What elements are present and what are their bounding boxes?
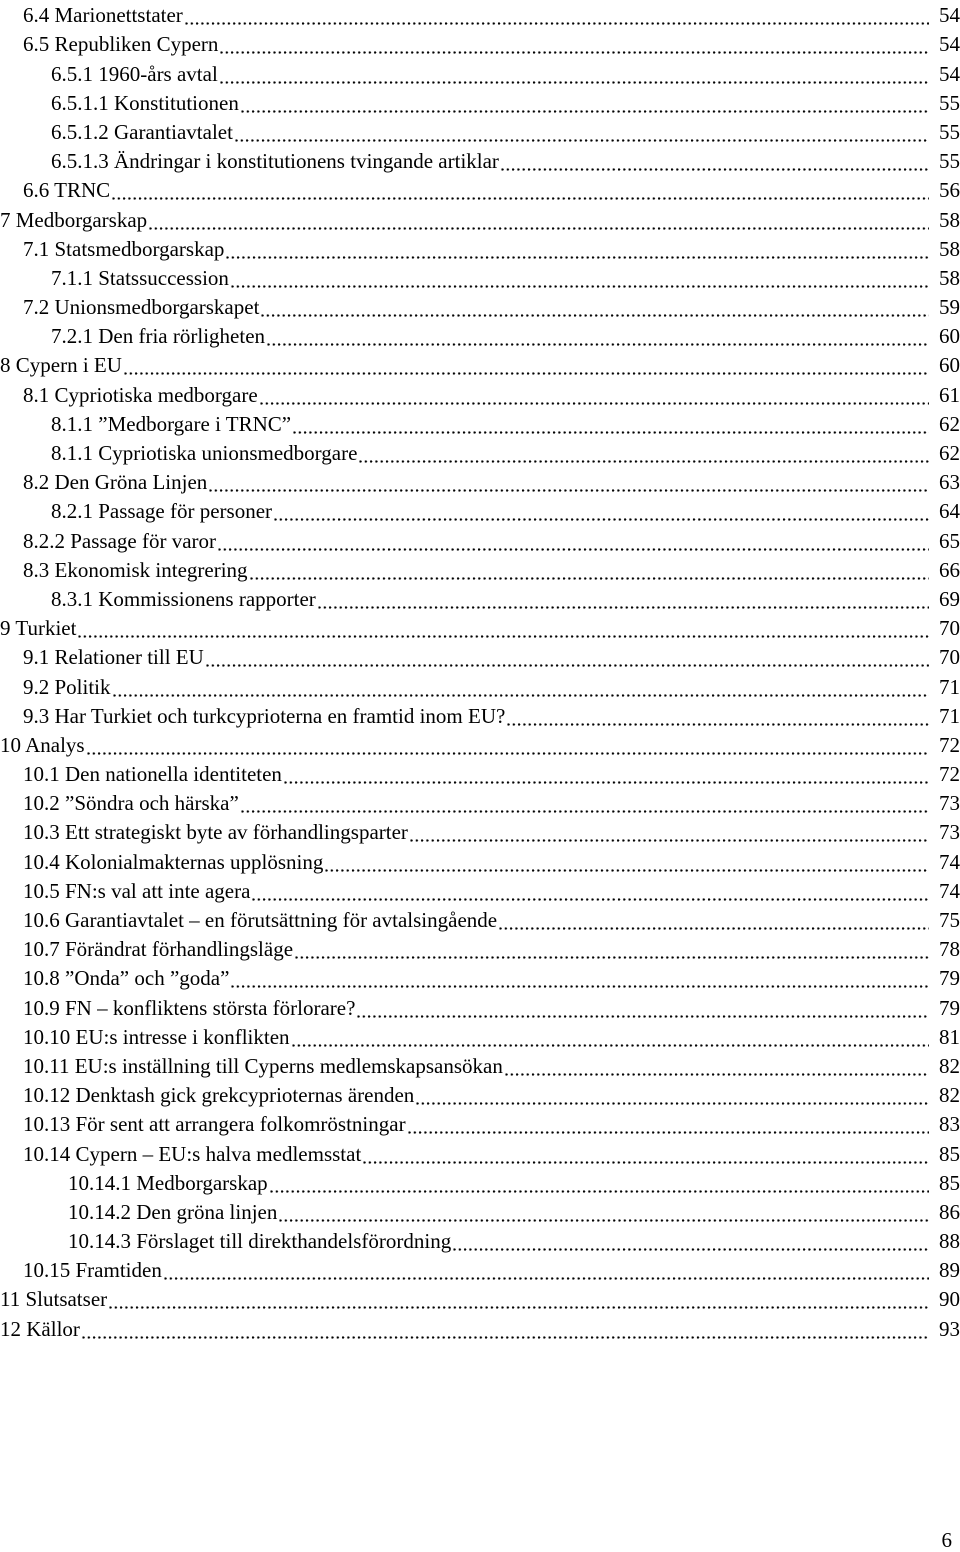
toc-entry[interactable] xyxy=(0,1022,960,1051)
toc-dot-leader xyxy=(501,153,929,171)
toc-dot-leader xyxy=(505,1058,929,1076)
toc-dot-leader xyxy=(270,1175,929,1193)
toc-entry[interactable] xyxy=(0,438,960,467)
toc-dot-leader xyxy=(410,824,929,842)
toc-entry-page: 79 xyxy=(939,995,960,1020)
toc-entry-page: 82 xyxy=(939,1083,960,1108)
toc-entry[interactable] xyxy=(0,730,960,759)
toc-entry[interactable] xyxy=(0,525,960,554)
toc-dot-leader xyxy=(274,503,929,521)
toc-dot-leader xyxy=(293,416,929,434)
toc-entry[interactable] xyxy=(0,379,960,408)
toc-entry-page: 56 xyxy=(939,178,960,203)
toc-entry-title: 7 Medborgarskap xyxy=(0,207,148,232)
toc-entry-page: 60 xyxy=(939,324,960,349)
toc-entry[interactable] xyxy=(0,1080,960,1109)
toc-entry[interactable] xyxy=(0,1313,960,1342)
toc-entry-title: 10.7 Förändrat förhandlingsläge xyxy=(23,937,294,962)
toc-entry-page: 55 xyxy=(939,149,960,174)
toc-entry-title: 12 Källor xyxy=(0,1316,80,1341)
toc-entry-page: 83 xyxy=(939,1112,960,1137)
toc-dot-leader xyxy=(149,212,929,230)
toc-entry[interactable] xyxy=(0,671,960,700)
toc-entry-title: 10.4 Kolonialmakternas upplösning xyxy=(23,849,324,874)
toc-dot-leader xyxy=(87,737,929,755)
toc-entry-title: 6.4 Marionettstater xyxy=(23,3,183,28)
toc-entry-page: 86 xyxy=(939,1199,960,1224)
toc-dot-leader xyxy=(164,1262,929,1280)
toc-entry-page: 70 xyxy=(939,645,960,670)
toc-dot-leader xyxy=(231,970,929,988)
toc-entry-page: 85 xyxy=(939,1170,960,1195)
toc-entry-title: 7.1 Statsmedborgarskap xyxy=(23,236,225,261)
toc-entry-title: 8.3.1 Kommissionens rapporter xyxy=(51,586,316,611)
toc-entry[interactable] xyxy=(0,759,960,788)
toc-entry-page: 59 xyxy=(939,295,960,320)
toc-dot-leader xyxy=(218,533,929,551)
toc-entry[interactable] xyxy=(0,876,960,905)
toc-entry-page: 54 xyxy=(939,61,960,86)
toc-entry-title: 9.1 Relationer till EU xyxy=(23,645,204,670)
toc-entry-title: 10.9 FN – konfliktens största förlorare? xyxy=(23,995,356,1020)
toc-entry-title: 8.2.2 Passage för varor xyxy=(23,528,217,553)
toc-dot-leader xyxy=(292,1029,929,1047)
toc-dot-leader xyxy=(416,1087,929,1105)
toc-entry-title: 8.3 Ekonomisk integrering xyxy=(23,557,248,582)
toc-entry-title: 10.1 Den nationella identiteten xyxy=(23,762,282,787)
toc-entry-page: 71 xyxy=(939,703,960,728)
toc-entry-title: 8.1.1 ”Medborgare i TRNC” xyxy=(51,411,292,436)
toc-entry-page: 55 xyxy=(939,90,960,115)
toc-entry-page: 81 xyxy=(939,1024,960,1049)
toc-dot-leader xyxy=(499,912,929,930)
toc-entry-title: 8 Cypern i EU xyxy=(0,353,122,378)
toc-entry-page: 58 xyxy=(939,236,960,261)
toc-entry-page: 78 xyxy=(939,937,960,962)
toc-dot-leader xyxy=(241,95,929,113)
toc-dot-leader xyxy=(507,708,929,726)
toc-entry-title: 10.14.3 Förslaget till direkthandelsförordning xyxy=(68,1229,452,1254)
toc-entry-title: 10.11 EU:s inställning till Cyperns medlemskapsansökan xyxy=(23,1053,503,1078)
toc-dot-leader xyxy=(295,941,929,959)
toc-entry-page: 54 xyxy=(939,32,960,57)
toc-entry[interactable] xyxy=(0,846,960,875)
toc-entry-page: 70 xyxy=(939,616,960,641)
toc-dot-leader xyxy=(453,1233,929,1251)
toc-entry-title: 8.2.1 Passage för personer xyxy=(51,499,273,524)
toc-entry-page: 85 xyxy=(939,1141,960,1166)
toc-entry-title: 8.1 Cypriotiska medborgare xyxy=(23,382,258,407)
toc-entry-title: 6.6 TRNC xyxy=(23,178,111,203)
toc-entry-page: 72 xyxy=(939,732,960,757)
toc-entry-title: 10.14.1 Medborgarskap xyxy=(68,1170,268,1195)
toc-dot-leader xyxy=(185,7,929,25)
toc-entry-page: 66 xyxy=(939,557,960,582)
toc-entry-page: 69 xyxy=(939,586,960,611)
toc-entry-page: 62 xyxy=(939,441,960,465)
toc-entry[interactable] xyxy=(0,146,960,175)
toc-entry-title: 10 Analys xyxy=(0,732,85,757)
toc-dot-leader xyxy=(318,591,929,609)
toc-dot-leader xyxy=(113,679,929,697)
toc-entry-title: 10.2 ”Söndra och härska” xyxy=(23,791,239,816)
toc-entry[interactable] xyxy=(0,1284,960,1313)
toc-entry[interactable] xyxy=(0,642,960,671)
toc-entry-title: 9.3 Har Turkiet och turkcyprioterna en framtid inom EU? xyxy=(23,703,506,728)
toc-entry-title: 8.1.1 Cypriotiska unionsmedborgare xyxy=(51,441,358,465)
toc-entry[interactable] xyxy=(0,88,960,117)
toc-entry-page: 74 xyxy=(939,849,960,874)
toc-dot-leader xyxy=(261,299,929,317)
toc-dot-leader xyxy=(363,1146,929,1164)
toc-entry-title: 10.14.2 Den gröna linjen xyxy=(68,1199,278,1224)
toc-entry-page: 54 xyxy=(939,3,960,28)
toc-entry-page: 64 xyxy=(939,499,960,524)
toc-entry[interactable] xyxy=(0,905,960,934)
toc-entry-title: 8.2 Den Gröna Linjen xyxy=(23,470,208,495)
toc-entry[interactable] xyxy=(0,555,960,584)
toc-entry[interactable] xyxy=(0,234,960,263)
toc-dot-leader xyxy=(279,1204,929,1222)
toc-entry-title: 10.10 EU:s intresse i konflikten xyxy=(23,1024,290,1049)
toc-entry[interactable] xyxy=(0,117,960,146)
toc-entry[interactable] xyxy=(0,788,960,817)
toc-entry[interactable] xyxy=(0,963,960,992)
toc-dot-leader xyxy=(408,1116,929,1134)
toc-dot-leader xyxy=(252,883,929,901)
toc-entry-page: 73 xyxy=(939,791,960,816)
toc-entry[interactable] xyxy=(0,175,960,204)
toc-dot-leader xyxy=(250,562,929,580)
toc-entry[interactable] xyxy=(0,1138,960,1167)
toc-entry-title: 6.5.1.3 Ändringar i konstitutionens tvingande artiklar xyxy=(51,149,499,174)
toc-entry-page: 73 xyxy=(939,820,960,845)
toc-dot-leader xyxy=(226,241,929,259)
toc-entry[interactable] xyxy=(0,817,960,846)
toc-entry-page: 60 xyxy=(939,353,960,378)
toc-dot-leader xyxy=(82,1321,929,1339)
toc-entry-page: 88 xyxy=(939,1229,960,1254)
toc-entry[interactable] xyxy=(0,321,960,350)
toc-entry[interactable] xyxy=(0,1226,960,1255)
toc-entry-page: 58 xyxy=(939,265,960,290)
toc-entry-title: 10.15 Framtiden xyxy=(23,1258,162,1283)
toc-entry[interactable] xyxy=(0,58,960,87)
toc-entry[interactable] xyxy=(0,992,960,1021)
page-number: 6 xyxy=(941,1528,952,1552)
toc-dot-leader xyxy=(359,445,929,463)
toc-entry[interactable] xyxy=(0,292,960,321)
toc-entry-page: 71 xyxy=(939,674,960,699)
toc-entry[interactable] xyxy=(0,701,960,730)
toc-entry[interactable] xyxy=(0,350,960,379)
toc-entry-title: 10.5 FN:s val att inte agera xyxy=(23,878,251,903)
toc-entry[interactable] xyxy=(0,1168,960,1197)
toc-dot-leader xyxy=(220,66,929,84)
toc-entry[interactable] xyxy=(0,613,960,642)
toc-dot-leader xyxy=(109,1291,929,1309)
toc-entry-page: 75 xyxy=(939,908,960,932)
toc-entry[interactable] xyxy=(0,496,960,525)
toc-entry-page: 82 xyxy=(939,1053,960,1078)
toc-entry-title: 6.5 Republiken Cypern xyxy=(23,32,219,57)
toc-entry-title: 10.13 För sent att arrangera folkomröstningar xyxy=(23,1112,406,1137)
toc-entry-page: 58 xyxy=(939,207,960,232)
toc-entry-title: 6.5.1.1 Konstitutionen xyxy=(51,90,239,115)
toc-dot-leader xyxy=(209,474,929,492)
toc-dot-leader xyxy=(267,328,929,346)
toc-entry-page: 72 xyxy=(939,762,960,787)
toc-entry-page: 74 xyxy=(939,878,960,903)
toc-dot-leader xyxy=(260,387,929,405)
toc-entry-title: 6.5.1 1960-års avtal xyxy=(51,61,218,86)
toc-entry-page: 89 xyxy=(939,1258,960,1283)
toc-dot-leader xyxy=(220,36,929,54)
toc-entry-title: 9 Turkiet xyxy=(0,616,77,641)
toc-entry-title: 10.3 Ett strategiskt byte av förhandlingsparter xyxy=(23,820,408,845)
toc-entry[interactable] xyxy=(0,204,960,233)
toc-entry[interactable] xyxy=(0,1051,960,1080)
toc-entry-page: 63 xyxy=(939,470,960,495)
toc-entry-page: 93 xyxy=(939,1316,960,1341)
toc-dot-leader xyxy=(231,270,929,288)
toc-entry[interactable] xyxy=(0,584,960,613)
toc-entry-page: 90 xyxy=(939,1287,960,1312)
toc-dot-leader xyxy=(241,795,929,813)
toc-entry-page: 65 xyxy=(939,528,960,553)
toc-entry-title: 10.12 Denktash gick grekcyprioternas ärenden xyxy=(23,1083,415,1108)
toc-entry[interactable] xyxy=(0,1255,960,1284)
toc-entry[interactable] xyxy=(0,1109,960,1138)
toc-dot-leader xyxy=(325,854,929,872)
toc-entry-title: 10.6 Garantiavtalet – en förutsättning för avtalsingående xyxy=(23,908,498,932)
toc-dot-leader xyxy=(206,649,929,667)
toc-dot-leader xyxy=(284,766,929,784)
toc-entry[interactable] xyxy=(0,263,960,292)
toc-entry-title: 7.2.1 Den fria rörligheten xyxy=(51,324,266,349)
toc-entry-page: 55 xyxy=(939,119,960,144)
toc-entry[interactable] xyxy=(0,934,960,963)
toc-entry[interactable] xyxy=(0,0,960,29)
toc-dot-leader xyxy=(78,620,929,638)
toc-dot-leader xyxy=(112,182,929,200)
toc-entry-title: 7.1.1 Statssuccession xyxy=(51,265,229,290)
toc-dot-leader xyxy=(357,1000,929,1018)
toc-entry[interactable] xyxy=(0,1197,960,1226)
toc-entry[interactable] xyxy=(0,467,960,496)
toc-entry-title: 6.5.1.2 Garantiavtalet xyxy=(51,119,233,144)
toc-dot-leader xyxy=(124,357,929,375)
toc-entry[interactable] xyxy=(0,29,960,58)
toc-entry-title: 10.14 Cypern – EU:s halva medlemsstat xyxy=(23,1141,362,1166)
toc-entry-title: 9.2 Politik xyxy=(23,674,111,699)
toc-entry-title: 10.8 ”Onda” och ”goda” xyxy=(23,966,230,991)
toc-entry-title: 11 Slutsatser xyxy=(0,1287,108,1312)
toc-entry-title: 7.2 Unionsmedborgarskapet xyxy=(23,295,260,320)
toc-entry-page: 61 xyxy=(939,382,960,407)
toc-entry-page: 62 xyxy=(939,411,960,436)
toc-entry[interactable] xyxy=(0,409,960,438)
toc-entry-page: 79 xyxy=(939,966,960,991)
toc-dot-leader xyxy=(235,124,929,142)
